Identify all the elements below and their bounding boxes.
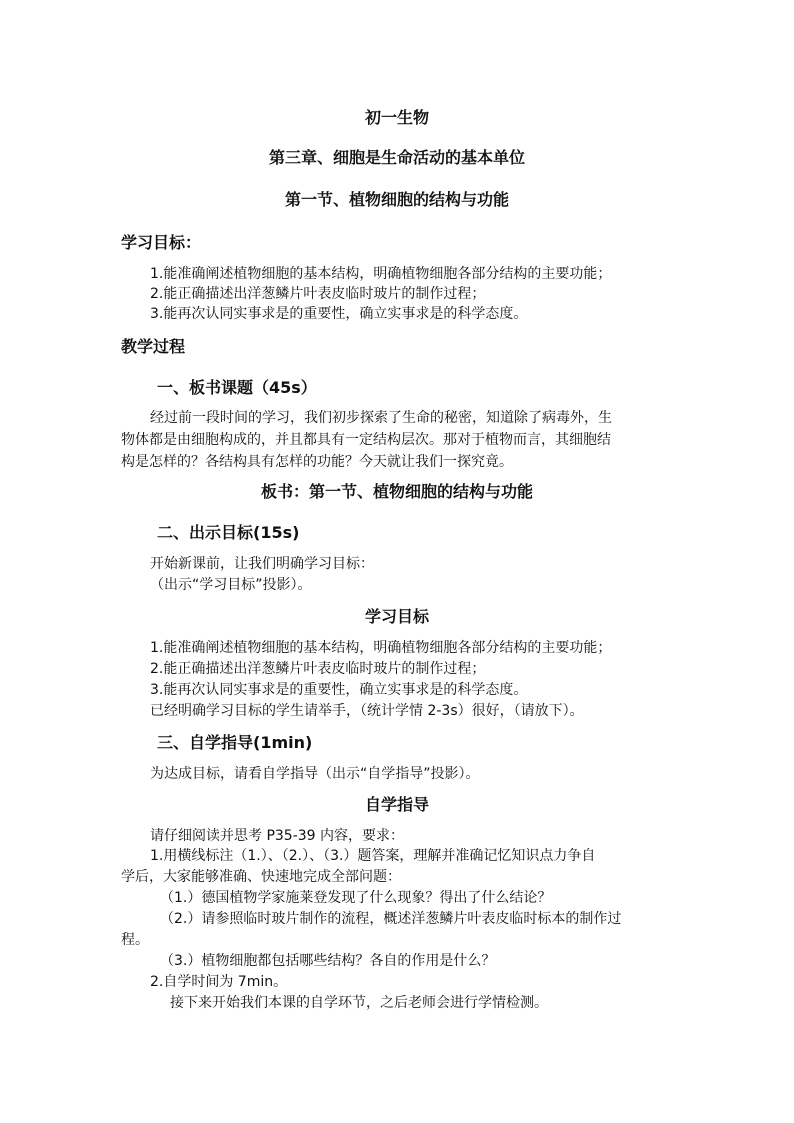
section-2-heading: 二、出示目标(15s) [157, 523, 300, 542]
question-3: （3.）植物细胞都包括哪些结构？各自的作用是什么？ [160, 953, 496, 969]
section-title: 第一节、植物细胞的结构与功能 [284, 190, 509, 209]
section-2-goal-2: 2.能正确描述出洋葱鳞片叶表皮临时玻片的制作过程； [150, 661, 486, 677]
section-3-item-2: 2.自学时间为 7min。 [150, 974, 288, 990]
section-2-goal-3: 3.能再次认同实事求是的重要性，确立实事求是的科学态度。 [150, 682, 528, 698]
section-1-paragraph-line-1: 经过前一段时间的学习，我们初步探索了生命的秘密，知道除了病毒外，生 [150, 410, 612, 426]
document-title: 初一生物 [364, 108, 429, 127]
section-2-line-2: （出示“学习目标”投影）。 [150, 577, 312, 593]
section-3-item-1-line-2: 学后，大家能够准确、快速地完成全部问题： [121, 869, 401, 885]
section-1-paragraph-line-2: 物体都是由细胞构成的，并且都具有一定结构层次。那对于植物而言，其细胞结 [121, 432, 611, 448]
question-2-line-2: 程。 [121, 932, 149, 948]
section-2-line-1: 开始新课前，让我们明确学习目标： [150, 556, 374, 572]
goal-item-3: 3.能再次认同实事求是的重要性，确立实事求是的科学态度。 [150, 306, 528, 322]
section-3-heading: 三、自学指导(1min) [157, 733, 313, 752]
section-2-goal-1: 1.能准确阐述植物细胞的基本结构，明确植物细胞各部分结构的主要功能； [150, 640, 612, 656]
question-2-line-1: （2.）请参照临时玻片制作的流程，概述洋葱鳞片叶表皮临时标本的制作过 [160, 911, 622, 927]
section-3-read-instruction: 请仔细阅读并思考 P35-39 内容，要求： [150, 828, 405, 844]
section-3-center-heading: 自学指导 [364, 795, 429, 814]
goals-heading: 学习目标： [121, 233, 202, 252]
goal-item-1: 1.能准确阐述植物细胞的基本结构，明确植物细胞各部分结构的主要功能； [150, 266, 612, 282]
chapter-title: 第三章、细胞是生命活动的基本单位 [268, 148, 525, 167]
board-text: 板书：第一节、植物细胞的结构与功能 [260, 482, 533, 501]
section-3-closing: 接下来开始我们本课的自学环节，之后老师会进行学情检测。 [170, 995, 548, 1011]
section-1-heading: 一、板书课题（45s） [157, 378, 317, 397]
section-2-center-heading: 学习目标 [364, 607, 429, 626]
section-1-paragraph-line-3: 构是怎样的？各结构具有怎样的功能？今天就让我们一探究竟。 [121, 454, 513, 470]
process-heading: 教学过程 [121, 337, 186, 356]
section-2-after-text: 已经明确学习目标的学生请举手，（统计学情 2-3s）很好，（请放下）。 [150, 703, 584, 719]
goal-item-2: 2.能正确描述出洋葱鳞片叶表皮临时玻片的制作过程； [150, 286, 486, 302]
section-3-item-1-line-1: 1.用横线标注（1.）、（2.）、（3.）题答案，理解并准确记忆知识点力争自 [150, 848, 596, 864]
section-3-intro: 为达成目标，请看自学指导（出示“自学指导”投影）。 [150, 766, 480, 782]
question-1: （1.）德国植物学家施莱登发现了什么现象？得出了什么结论？ [160, 890, 552, 906]
